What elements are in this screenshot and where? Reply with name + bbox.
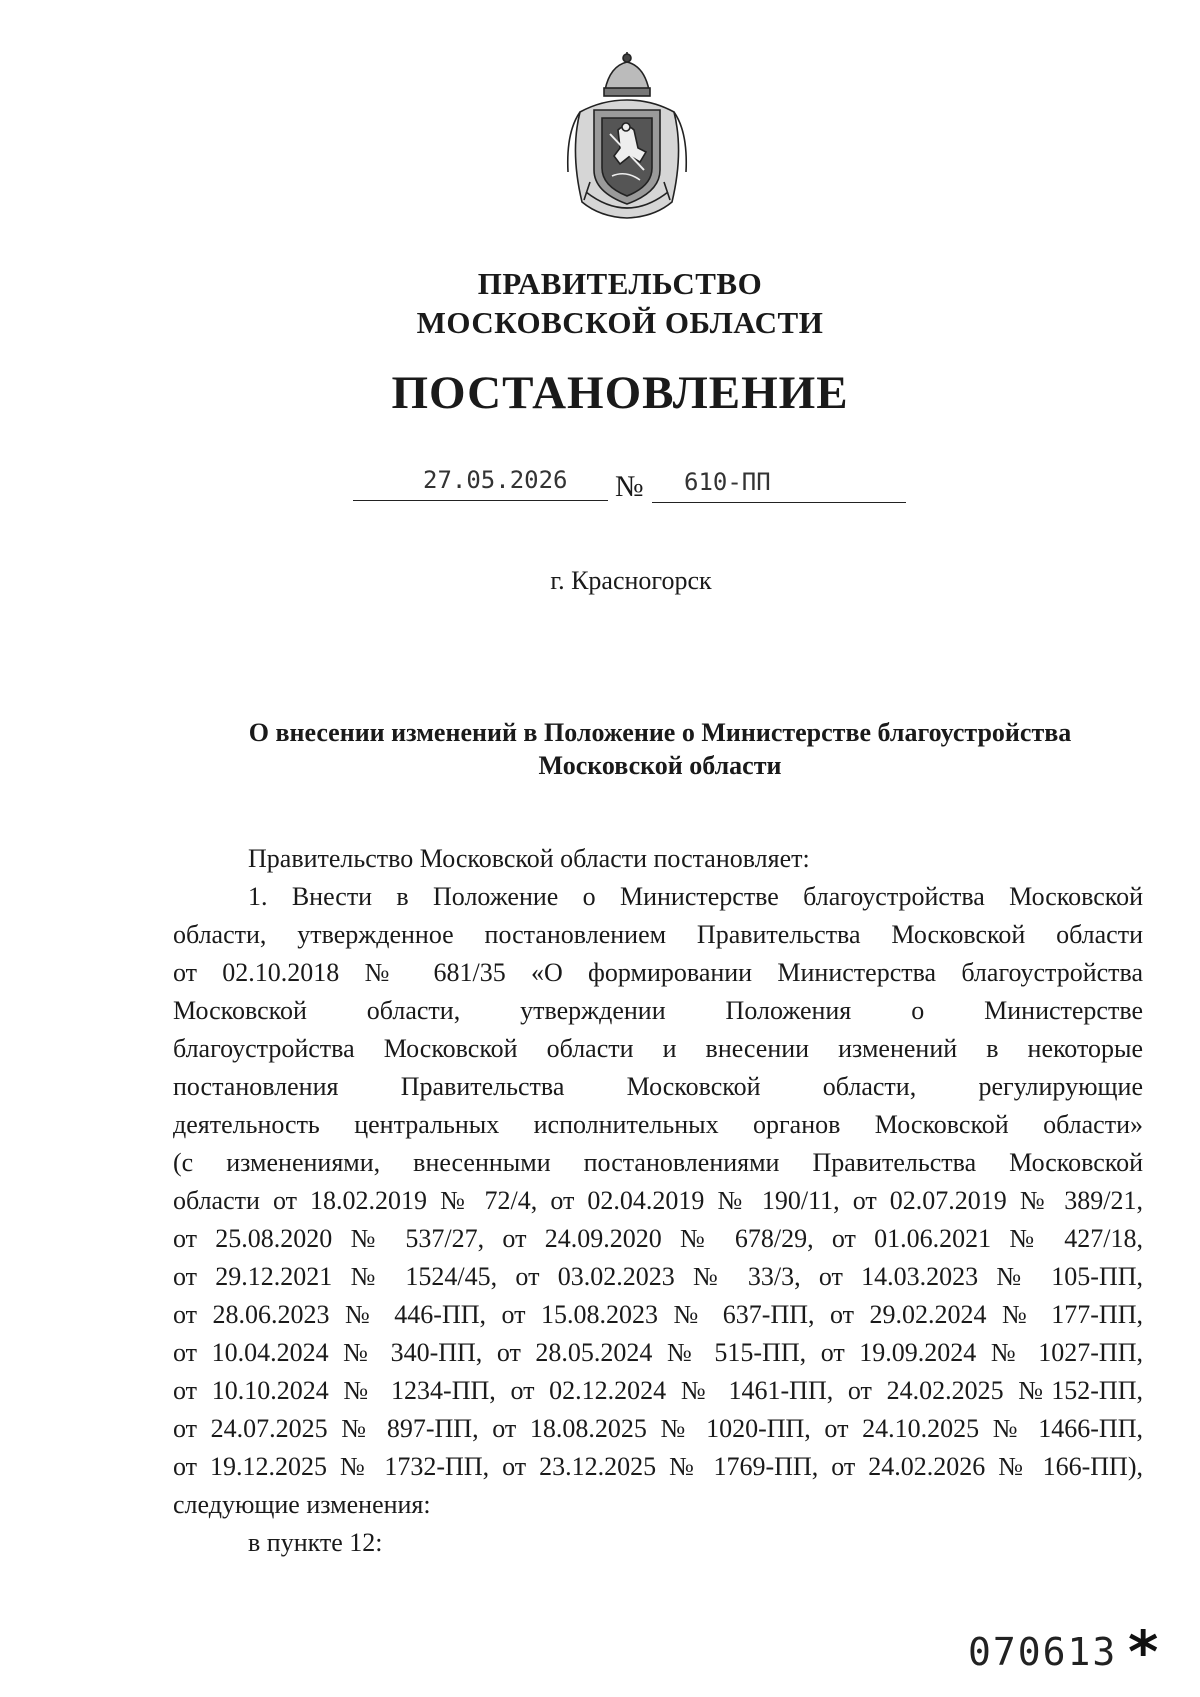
body-line: от 28.06.2023 № 446-ПП, от 15.08.2023 № 637-ПП, от 29.02.2024 № 177-ПП,	[173, 1300, 1143, 1329]
document-date: 27.05.2026	[423, 466, 568, 494]
body-line: от 02.10.2018 № 681/35 «О формировании Министерства благоустройства	[173, 958, 1143, 987]
document-body	[173, 840, 1143, 1562]
document-number: 610-ПП	[684, 468, 771, 496]
body-line: от 29.12.2021 № 1524/45, от 03.02.2023 № 33/3, от 14.03.2023 № 105-ПП,	[173, 1262, 1143, 1291]
body-line: постановления Правительства Московской области, регулирующие	[173, 1072, 1143, 1101]
body-line: области, утвержденное постановлением Правительства Московской области	[173, 920, 1143, 949]
date-field	[353, 458, 608, 501]
body-line: от 19.12.2025 № 1732-ПП, от 23.12.2025 № 1769-ПП, от 24.02.2026 № 166-ПП),	[173, 1452, 1143, 1481]
page-code: 070613	[968, 1630, 1118, 1674]
organization-name-line1: ПРАВИТЕЛЬСТВО	[477, 266, 763, 301]
body-line: области от 18.02.2019 № 72/4, от 02.04.2019 № 190/11, от 02.07.2019 № 389/21,	[173, 1186, 1143, 1215]
organization-name-line2: МОСКОВСКОЙ ОБЛАСТИ	[416, 305, 824, 340]
preamble: Правительство Московской области постановляет:	[248, 844, 810, 873]
body-line: Московской области, утверждении Положения о Министерстве	[173, 996, 1143, 1025]
city-label: г. Красногорск	[550, 566, 712, 595]
paragraph-1	[173, 878, 1143, 1524]
body-line: от 10.04.2024 № 340-ПП, от 28.05.2024 № 515-ПП, от 19.09.2024 № 1027-ПП,	[173, 1338, 1143, 1367]
number-field	[652, 458, 906, 503]
document-type-title: ПОСТАНОВЛЕНИЕ	[391, 367, 849, 419]
moscow-oblast-coat-of-arms-icon	[560, 52, 695, 222]
body-line: следующие изменения:	[173, 1490, 431, 1519]
number-sign: №	[615, 470, 644, 503]
body-line: деятельность центральных исполнительных органов Московской области»	[173, 1110, 1143, 1139]
document-subject: О внесении изменений в Положение о Министерстве благоустройства Московской области	[248, 718, 1072, 780]
subpoint: в пункте 12:	[248, 1528, 383, 1557]
body-line: благоустройства Московской области и внесении изменений в некоторые	[173, 1034, 1143, 1063]
body-line: от 24.07.2025 № 897-ПП, от 18.08.2025 № 1020-ПП, от 24.10.2025 № 1466-ПП,	[173, 1414, 1143, 1443]
body-line: (с изменениями, внесенными постановлениями Правительства Московской	[173, 1148, 1143, 1177]
body-line: от 10.10.2024 № 1234-ПП, от 02.12.2024 № 1461-ПП, от 24.02.2025 №152-ПП,	[173, 1376, 1143, 1405]
body-line: от 25.08.2020 № 537/27, от 24.09.2020 № 678/29, от 01.06.2021 № 427/18,	[173, 1224, 1143, 1253]
body-line: 1. Внести в Положение о Министерстве благоустройства Московской	[248, 882, 1143, 911]
asterisk-mark: *	[1128, 1618, 1159, 1686]
